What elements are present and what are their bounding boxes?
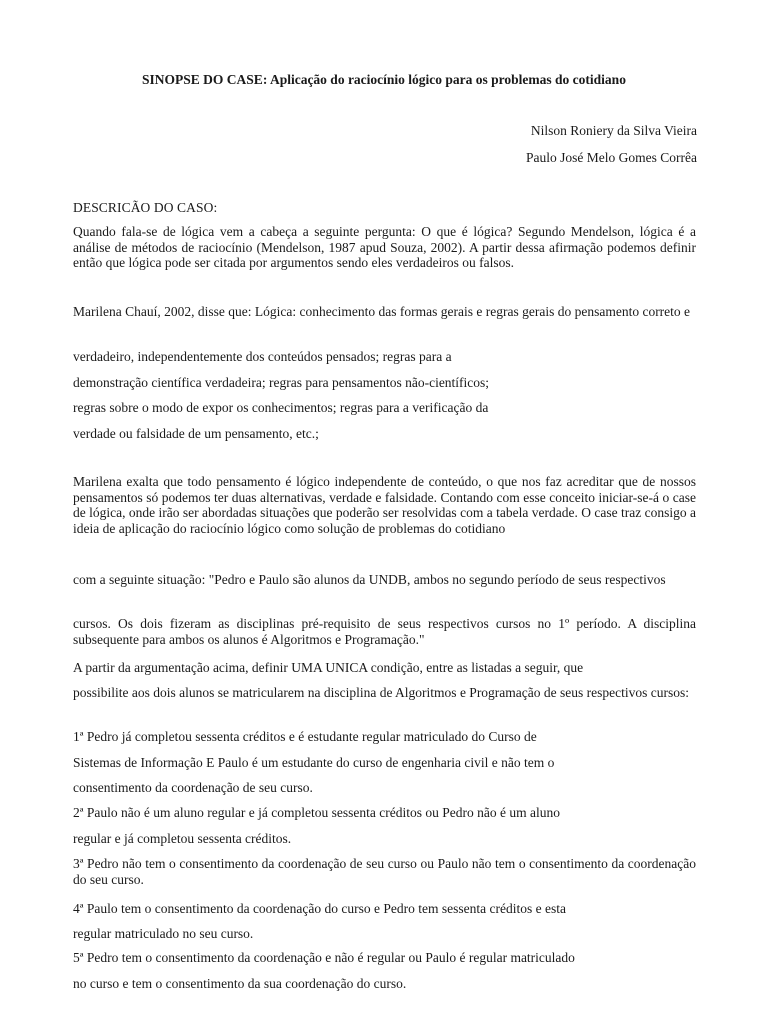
author-2: Paulo José Melo Gomes Corrêa	[526, 150, 697, 165]
condition-5-line: no curso e tem o consentimento da sua coordenação do curso.	[73, 976, 407, 991]
text-line: A partir da argumentação acima, definir UMA UNICA condição, entre as listadas a seguir, que	[73, 660, 584, 675]
condition-4-line: 4ª Paulo tem o consentimento da coordenação do curso e Pedro tem sessenta créditos e esta	[73, 901, 566, 916]
text-line: verdade ou falsidade de um pensamento, etc.;	[73, 426, 319, 441]
paragraph-marilena: Marilena exalta que todo pensamento é lógico independente de conteúdo, o que nos faz acreditar que de nossos pensamentos só podemos ter duas alternativas, verdade e falsidade. Contando com esse conceito iniciar-se-á o case de lógica, onde irão ser abordadas situações que poderão ser resolvidas com a tabela verdade. O case traz consigo a ideia de aplicação do raciocínio lógico como solução de problemas do cotidiano	[73, 474, 696, 536]
condition-1-line: Sistemas de Informação E Paulo é um estudante do curso de engenharia civil e não tem o	[73, 755, 555, 770]
paragraph-intro: Quando fala-se de lógica vem a cabeça a seguinte pergunta: O que é lógica? Segundo Mendelson, lógica é a análise de métodos de raciocínio (Mendelson, 1987 apud Souza, 2002). A partir dessa afirmação podemos definir então que lógica pode ser citada por argumentos sendo eles verdadeiros ou falsos.	[73, 224, 696, 271]
paragraph-courses: cursos. Os dois fizeram as disciplinas pré-requisito de seus respectivos cursos no 1º período. A disciplina subsequente para ambos os alunos é Algoritmos e Programação."	[73, 616, 696, 647]
author-1: Nilson Roniery da Silva Vieira	[530, 123, 697, 138]
paragraph-chaui: Marilena Chauí, 2002, disse que: Lógica: conhecimento das formas gerais e regras gerais do pensamento correto e	[73, 304, 691, 319]
text-line: verdadeiro, independentemente dos conteúdos pensados; regras para a	[73, 349, 452, 364]
condition-2-line: regular e já completou sessenta créditos.	[73, 831, 292, 846]
text-line: regras sobre o modo de expor os conhecimentos; regras para a verificação da	[73, 400, 489, 415]
condition-2-line: 2ª Paulo não é um aluno regular e já completou sessenta créditos ou Pedro não é um aluno	[73, 805, 560, 820]
paragraph-possibilite: possibilite aos dois alunos se matricularem na disciplina de Algoritmos e Programação de seus respectivos cursos:	[73, 685, 689, 700]
condition-1-line: 1ª Pedro já completou sessenta créditos e é estudante regular matriculado do Curso de	[73, 729, 537, 744]
condition-1-line: consentimento da coordenação de seu curso.	[73, 780, 313, 795]
condition-5-line: 5ª Pedro tem o consentimento da coordenação e não é regular ou Paulo é regular matriculado	[73, 950, 575, 965]
condition-4-line: regular matriculado no seu curso.	[73, 926, 254, 941]
document-title: SINOPSE DO CASE: Aplicação do raciocínio lógico para os problemas do cotidiano	[142, 72, 626, 87]
text-line: demonstração científica verdadeira; regras para pensamentos não-científicos;	[73, 375, 490, 390]
condition-3: 3ª Pedro não tem o consentimento da coordenação de seu curso ou Paulo não tem o consentimento da coordenação do seu curso.	[73, 856, 696, 887]
section-heading: DESCRICÃO DO CASO:	[73, 200, 218, 215]
paragraph-situation: com a seguinte situação: "Pedro e Paulo são alunos da UNDB, ambos no segundo período de seus respectivos	[73, 572, 666, 587]
